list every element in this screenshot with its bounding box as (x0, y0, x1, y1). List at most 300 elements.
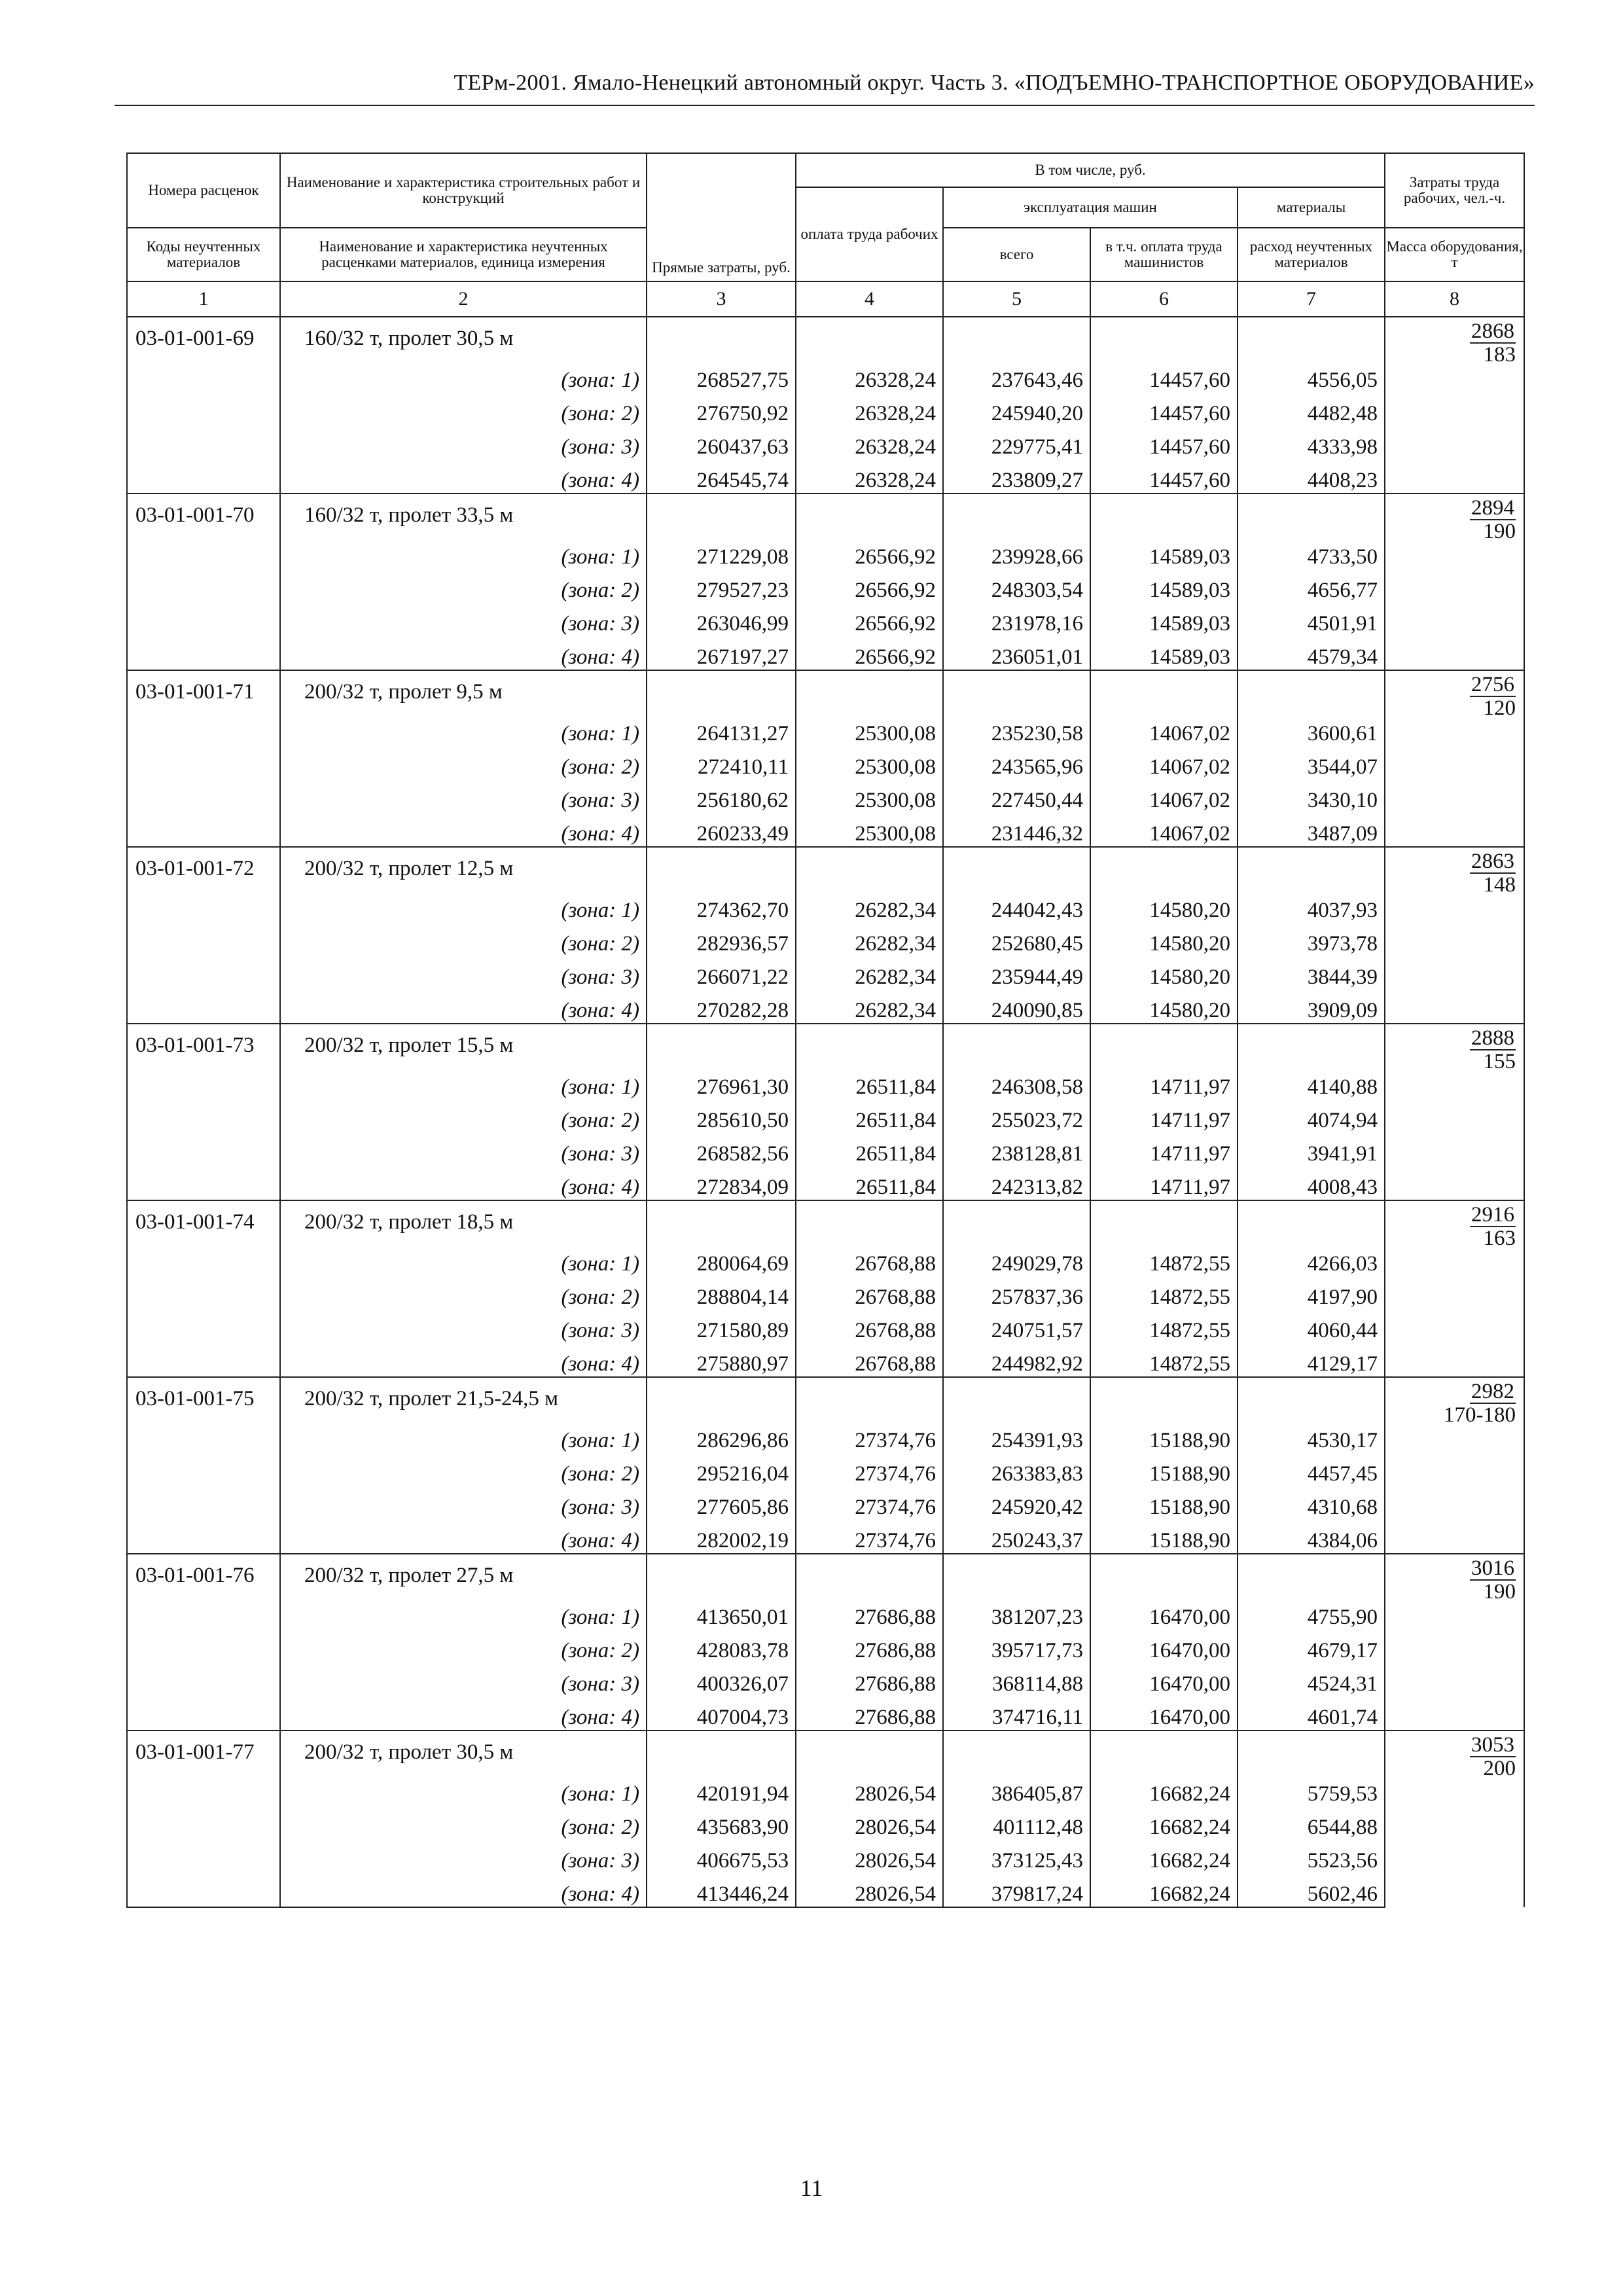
direct-costs-value: 295216,04 (647, 1453, 796, 1486)
zone-label: (зона: 2) (280, 1276, 647, 1310)
operator-pay-value: 16682,24 (1090, 1773, 1238, 1806)
direct-costs-value: 256180,62 (647, 780, 796, 813)
machine-total-value: 246308,58 (943, 1066, 1090, 1100)
zone-row (127, 459, 1524, 493)
operator-pay-value: 16682,24 (1090, 1873, 1238, 1907)
operator-pay-value: 14872,55 (1090, 1243, 1238, 1276)
labor-mass-fraction (1385, 1377, 1524, 1554)
zone-label: (зона: 4) (280, 1520, 647, 1554)
zone-row (127, 1343, 1524, 1377)
materials-value: 3430,10 (1238, 780, 1385, 813)
machine-total-value: 245920,42 (943, 1486, 1090, 1520)
zone-row (127, 1310, 1524, 1343)
rate-code: 03-01-001-69 (127, 317, 280, 359)
equipment-mass: 148 (1483, 873, 1516, 897)
materials-value: 4530,17 (1238, 1420, 1385, 1453)
rate-row (127, 670, 1524, 713)
zone-row (127, 889, 1524, 923)
direct-costs-value: 271580,89 (647, 1310, 796, 1343)
empty-cell (127, 1630, 280, 1663)
th-equipment-mass: Масса оборудования, т (1385, 228, 1524, 281)
zone-label: (зона: 4) (280, 636, 647, 670)
direct-costs-value: 282936,57 (647, 923, 796, 956)
machine-total-value: 238128,81 (943, 1133, 1090, 1166)
empty-cell (1090, 670, 1238, 713)
worker-pay-value: 27686,88 (796, 1630, 943, 1663)
direct-costs-value: 274362,70 (647, 889, 796, 923)
empty-cell (1090, 1377, 1238, 1420)
materials-value: 3600,61 (1238, 713, 1385, 746)
materials-value: 3544,07 (1238, 746, 1385, 780)
worker-pay-value: 25300,08 (796, 813, 943, 847)
empty-cell (1090, 1200, 1238, 1243)
th-including: В том числе, руб. (796, 153, 1385, 187)
th-direct-costs: Прямые затраты, руб. (647, 153, 796, 281)
direct-costs-value: 271229,08 (647, 536, 796, 569)
machine-total-value: 244042,43 (943, 889, 1090, 923)
zone-label: (зона: 2) (280, 1453, 647, 1486)
worker-pay-value: 28026,54 (796, 1873, 943, 1907)
zone-row (127, 393, 1524, 426)
rate-code: 03-01-001-77 (127, 1731, 280, 1773)
zone-label: (зона: 2) (280, 569, 647, 603)
direct-costs-value: 280064,69 (647, 1243, 796, 1276)
empty-cell (796, 1200, 943, 1243)
labor-mass-fraction (1385, 1554, 1524, 1731)
materials-value: 4656,77 (1238, 569, 1385, 603)
empty-cell (647, 1377, 796, 1420)
empty-cell (1090, 1554, 1238, 1596)
th-work-name: Наименование и характеристика строительных работ и конструкций (280, 153, 647, 228)
zone-label: (зона: 2) (280, 1630, 647, 1663)
empty-cell (943, 317, 1090, 359)
worker-pay-value: 26768,88 (796, 1343, 943, 1377)
direct-costs-value: 268582,56 (647, 1133, 796, 1166)
rate-code: 03-01-001-73 (127, 1024, 280, 1066)
empty-cell (796, 1554, 943, 1596)
operator-pay-value: 14711,97 (1090, 1066, 1238, 1100)
zone-row (127, 1520, 1524, 1554)
empty-cell (943, 1200, 1090, 1243)
materials-value: 4140,88 (1238, 1066, 1385, 1100)
th-operator-pay: в т.ч. оплата труда машинистов (1090, 228, 1238, 281)
zone-row (127, 1806, 1524, 1840)
materials-value: 4008,43 (1238, 1166, 1385, 1200)
machine-total-value: 227450,44 (943, 780, 1090, 813)
zone-row (127, 1663, 1524, 1696)
machine-total-value: 257837,36 (943, 1276, 1090, 1310)
machine-total-value: 240090,85 (943, 990, 1090, 1024)
machine-total-value: 379817,24 (943, 1873, 1090, 1907)
zone-label: (зона: 4) (280, 1343, 647, 1377)
zone-row (127, 1066, 1524, 1100)
operator-pay-value: 14711,97 (1090, 1100, 1238, 1133)
materials-value: 5523,56 (1238, 1840, 1385, 1873)
empty-cell (127, 1840, 280, 1873)
worker-pay-value: 26768,88 (796, 1276, 943, 1310)
th-machine-operation: эксплуатация машин (943, 187, 1238, 228)
worker-pay-value: 26566,92 (796, 636, 943, 670)
empty-cell (943, 1024, 1090, 1066)
rate-name: 160/32 т, пролет 30,5 м (280, 317, 647, 359)
rate-name: 200/32 т, пролет 12,5 м (280, 847, 647, 889)
zone-row (127, 990, 1524, 1024)
zone-label: (зона: 3) (280, 956, 647, 990)
direct-costs-value: 277605,86 (647, 1486, 796, 1520)
zone-row (127, 956, 1524, 990)
price-table-body (127, 317, 1524, 1907)
zone-label: (зона: 3) (280, 1486, 647, 1520)
machine-total-value: 235230,58 (943, 713, 1090, 746)
materials-value: 4679,17 (1238, 1630, 1385, 1663)
materials-value: 5759,53 (1238, 1773, 1385, 1806)
th-num-8: 8 (1385, 281, 1524, 317)
machine-total-value: 249029,78 (943, 1243, 1090, 1276)
empty-cell (1238, 1200, 1385, 1243)
empty-cell (127, 636, 280, 670)
zone-row (127, 780, 1524, 813)
empty-cell (1090, 317, 1238, 359)
direct-costs-value: 286296,86 (647, 1420, 796, 1453)
worker-pay-value: 26328,24 (796, 393, 943, 426)
rate-code: 03-01-001-70 (127, 493, 280, 536)
operator-pay-value: 14711,97 (1090, 1166, 1238, 1200)
worker-pay-value: 26566,92 (796, 603, 943, 636)
empty-cell (127, 813, 280, 847)
machine-total-value: 252680,45 (943, 923, 1090, 956)
operator-pay-value: 14872,55 (1090, 1276, 1238, 1310)
zone-label: (зона: 1) (280, 536, 647, 569)
materials-value: 3487,09 (1238, 813, 1385, 847)
rate-name: 200/32 т, пролет 27,5 м (280, 1554, 647, 1596)
worker-pay-value: 26328,24 (796, 359, 943, 393)
empty-cell (127, 1453, 280, 1486)
zone-row (127, 713, 1524, 746)
machine-total-value: 240751,57 (943, 1310, 1090, 1343)
direct-costs-value: 413650,01 (647, 1596, 796, 1630)
operator-pay-value: 14580,20 (1090, 923, 1238, 956)
worker-pay-value: 26566,92 (796, 569, 943, 603)
machine-total-value: 373125,43 (943, 1840, 1090, 1873)
equipment-mass: 163 (1483, 1227, 1516, 1250)
empty-cell (796, 670, 943, 713)
th-material-names: Наименование и характеристика неучтенных расценками материалов, единица измерения (280, 228, 647, 281)
zone-label: (зона: 1) (280, 1773, 647, 1806)
empty-cell (127, 1773, 280, 1806)
labor-mass-fraction (1385, 670, 1524, 847)
empty-cell (943, 1377, 1090, 1420)
zone-row (127, 603, 1524, 636)
rate-row (127, 1200, 1524, 1243)
operator-pay-value: 16470,00 (1090, 1630, 1238, 1663)
zone-label: (зона: 1) (280, 889, 647, 923)
empty-cell (127, 713, 280, 746)
labor-hours: 2894 (1471, 496, 1515, 520)
zone-label: (зона: 3) (280, 780, 647, 813)
materials-value: 4074,94 (1238, 1100, 1385, 1133)
machine-total-value: 235944,49 (943, 956, 1090, 990)
empty-cell (127, 1243, 280, 1276)
direct-costs-value: 413446,24 (647, 1873, 796, 1907)
empty-cell (127, 459, 280, 493)
empty-cell (127, 426, 280, 459)
direct-costs-value: 272834,09 (647, 1166, 796, 1200)
operator-pay-value: 14067,02 (1090, 813, 1238, 847)
equipment-mass: 183 (1483, 343, 1516, 367)
labor-hours: 2888 (1471, 1026, 1515, 1050)
empty-cell (127, 956, 280, 990)
th-num-4: 4 (796, 281, 943, 317)
machine-total-value: 231446,32 (943, 813, 1090, 847)
empty-cell (647, 670, 796, 713)
zone-row (127, 1840, 1524, 1873)
operator-pay-value: 15188,90 (1090, 1420, 1238, 1453)
worker-pay-value: 26511,84 (796, 1133, 943, 1166)
machine-total-value: 244982,92 (943, 1343, 1090, 1377)
empty-cell (796, 1024, 943, 1066)
direct-costs-value: 270282,28 (647, 990, 796, 1024)
labor-hours: 2982 (1471, 1380, 1515, 1403)
zone-row (127, 1596, 1524, 1630)
operator-pay-value: 14580,20 (1090, 956, 1238, 990)
materials-value: 4733,50 (1238, 536, 1385, 569)
materials-value: 4601,74 (1238, 1696, 1385, 1731)
empty-cell (127, 1133, 280, 1166)
machine-total-value: 243565,96 (943, 746, 1090, 780)
worker-pay-value: 25300,08 (796, 780, 943, 813)
materials-value: 4755,90 (1238, 1596, 1385, 1630)
machine-total-value: 233809,27 (943, 459, 1090, 493)
empty-cell (127, 1100, 280, 1133)
rate-name: 200/32 т, пролет 30,5 м (280, 1731, 647, 1773)
empty-cell (127, 780, 280, 813)
zone-label: (зона: 3) (280, 426, 647, 459)
empty-cell (647, 317, 796, 359)
empty-cell (1238, 317, 1385, 359)
machine-total-value: 229775,41 (943, 426, 1090, 459)
empty-cell (1238, 1024, 1385, 1066)
labor-mass-fraction (1385, 493, 1524, 670)
empty-cell (1238, 1554, 1385, 1596)
zone-row (127, 1100, 1524, 1133)
empty-cell (1238, 493, 1385, 536)
zone-label: (зона: 2) (280, 393, 647, 426)
empty-cell (647, 847, 796, 889)
zone-row (127, 536, 1524, 569)
zone-row (127, 1243, 1524, 1276)
empty-cell (127, 746, 280, 780)
machine-total-value: 231978,16 (943, 603, 1090, 636)
zone-row (127, 359, 1524, 393)
empty-cell (1238, 670, 1385, 713)
rate-row (127, 1377, 1524, 1420)
rate-row (127, 1554, 1524, 1596)
empty-cell (127, 990, 280, 1024)
zone-label: (зона: 3) (280, 603, 647, 636)
empty-cell (127, 923, 280, 956)
empty-cell (127, 1520, 280, 1554)
operator-pay-value: 14457,60 (1090, 459, 1238, 493)
th-num-5: 5 (943, 281, 1090, 317)
worker-pay-value: 27374,76 (796, 1486, 943, 1520)
worker-pay-value: 27374,76 (796, 1453, 943, 1486)
worker-pay-value: 27374,76 (796, 1420, 943, 1453)
th-worker-pay: оплата труда рабочих (796, 187, 943, 281)
operator-pay-value: 14067,02 (1090, 746, 1238, 780)
operator-pay-value: 14589,03 (1090, 536, 1238, 569)
direct-costs-value: 279527,23 (647, 569, 796, 603)
rate-name: 200/32 т, пролет 21,5-24,5 м (280, 1377, 647, 1420)
materials-value: 4060,44 (1238, 1310, 1385, 1343)
th-num-6: 6 (1090, 281, 1238, 317)
machine-total-value: 242313,82 (943, 1166, 1090, 1200)
worker-pay-value: 26282,34 (796, 956, 943, 990)
zone-label: (зона: 3) (280, 1840, 647, 1873)
empty-cell (127, 603, 280, 636)
rate-code: 03-01-001-75 (127, 1377, 280, 1420)
operator-pay-value: 14872,55 (1090, 1310, 1238, 1343)
empty-cell (1090, 847, 1238, 889)
empty-cell (1238, 847, 1385, 889)
empty-cell (796, 847, 943, 889)
equipment-mass: 170-180 (1444, 1403, 1516, 1427)
materials-value: 4037,93 (1238, 889, 1385, 923)
zone-row (127, 1166, 1524, 1200)
worker-pay-value: 28026,54 (796, 1840, 943, 1873)
zone-row (127, 1276, 1524, 1310)
zone-label: (зона: 2) (280, 1806, 647, 1840)
direct-costs-value: 282002,19 (647, 1520, 796, 1554)
rate-row (127, 493, 1524, 536)
th-num-3: 3 (647, 281, 796, 317)
operator-pay-value: 14457,60 (1090, 393, 1238, 426)
empty-cell (647, 493, 796, 536)
zone-row (127, 1873, 1524, 1907)
zone-row (127, 1630, 1524, 1663)
operator-pay-value: 14589,03 (1090, 636, 1238, 670)
materials-value: 4333,98 (1238, 426, 1385, 459)
zone-row (127, 813, 1524, 847)
materials-value: 3973,78 (1238, 923, 1385, 956)
worker-pay-value: 26282,34 (796, 990, 943, 1024)
machine-total-value: 250243,37 (943, 1520, 1090, 1554)
labor-mass-fraction (1385, 1731, 1524, 1907)
empty-cell (127, 1596, 280, 1630)
operator-pay-value: 16682,24 (1090, 1806, 1238, 1840)
worker-pay-value: 26511,84 (796, 1066, 943, 1100)
rate-code: 03-01-001-74 (127, 1200, 280, 1243)
empty-cell (796, 493, 943, 536)
th-num-7: 7 (1238, 281, 1385, 317)
empty-cell (127, 1873, 280, 1907)
zone-row (127, 1486, 1524, 1520)
direct-costs-value: 406675,53 (647, 1840, 796, 1873)
zone-label: (зона: 2) (280, 923, 647, 956)
labor-hours: 2756 (1471, 673, 1515, 696)
operator-pay-value: 16470,00 (1090, 1596, 1238, 1630)
operator-pay-value: 14067,02 (1090, 780, 1238, 813)
zone-row (127, 923, 1524, 956)
worker-pay-value: 28026,54 (796, 1773, 943, 1806)
operator-pay-value: 16682,24 (1090, 1840, 1238, 1873)
zone-label: (зона: 1) (280, 1066, 647, 1100)
th-labor-costs: Затраты труда рабочих, чел.-ч. (1385, 153, 1524, 228)
th-machine-total: всего (943, 228, 1090, 281)
empty-cell (127, 536, 280, 569)
zone-row (127, 636, 1524, 670)
zone-row (127, 1696, 1524, 1731)
direct-costs-value: 267197,27 (647, 636, 796, 670)
rate-row (127, 847, 1524, 889)
zone-row (127, 426, 1524, 459)
th-rate-numbers: Номера расценок (127, 153, 280, 228)
rate-code: 03-01-001-71 (127, 670, 280, 713)
page-header-title: ТЕРм-2001. Ямало-Ненецкий автономный округ. Часть 3. «ПОДЪЕМНО-ТРАНСПОРТНОЕ ОБОРУДОВАНИЕ» (454, 71, 1535, 95)
operator-pay-value: 14589,03 (1090, 603, 1238, 636)
empty-cell (127, 1310, 280, 1343)
empty-cell (796, 1731, 943, 1773)
materials-value: 4408,23 (1238, 459, 1385, 493)
zone-row (127, 569, 1524, 603)
zone-label: (зона: 3) (280, 1310, 647, 1343)
worker-pay-value: 27686,88 (796, 1696, 943, 1731)
zone-label: (зона: 2) (280, 746, 647, 780)
operator-pay-value: 14457,60 (1090, 426, 1238, 459)
zone-label: (зона: 4) (280, 1166, 647, 1200)
zone-label: (зона: 2) (280, 1100, 647, 1133)
direct-costs-value: 264545,74 (647, 459, 796, 493)
machine-total-value: 255023,72 (943, 1100, 1090, 1133)
empty-cell (943, 670, 1090, 713)
direct-costs-value: 276750,92 (647, 393, 796, 426)
zone-label: (зона: 1) (280, 359, 647, 393)
machine-total-value: 374716,11 (943, 1696, 1090, 1731)
zone-label: (зона: 3) (280, 1663, 647, 1696)
empty-cell (1238, 1731, 1385, 1773)
zone-label: (зона: 4) (280, 813, 647, 847)
th-material-codes: Коды неучтенных материалов (127, 228, 280, 281)
worker-pay-value: 27374,76 (796, 1520, 943, 1554)
labor-hours: 2868 (1471, 319, 1515, 343)
empty-cell (127, 1166, 280, 1200)
materials-value: 4482,48 (1238, 393, 1385, 426)
zone-label: (зона: 1) (280, 1420, 647, 1453)
materials-value: 3941,91 (1238, 1133, 1385, 1166)
direct-costs-value: 285610,50 (647, 1100, 796, 1133)
materials-value: 4501,91 (1238, 603, 1385, 636)
empty-cell (127, 1420, 280, 1453)
zone-row (127, 746, 1524, 780)
header-rule (115, 105, 1535, 106)
direct-costs-value: 275880,97 (647, 1343, 796, 1377)
equipment-mass: 200 (1483, 1757, 1516, 1780)
materials-value: 4579,34 (1238, 636, 1385, 670)
th-num-1: 1 (127, 281, 280, 317)
rate-code: 03-01-001-76 (127, 1554, 280, 1596)
zone-label: (зона: 1) (280, 1243, 647, 1276)
operator-pay-value: 14067,02 (1090, 713, 1238, 746)
machine-total-value: 254391,93 (943, 1420, 1090, 1453)
operator-pay-value: 14580,20 (1090, 990, 1238, 1024)
worker-pay-value: 27686,88 (796, 1663, 943, 1696)
equipment-mass: 190 (1483, 520, 1516, 543)
equipment-mass: 155 (1483, 1050, 1516, 1073)
empty-cell (127, 1663, 280, 1696)
zone-label: (зона: 1) (280, 1596, 647, 1630)
machine-total-value: 248303,54 (943, 569, 1090, 603)
operator-pay-value: 15188,90 (1090, 1520, 1238, 1554)
empty-cell (943, 1731, 1090, 1773)
